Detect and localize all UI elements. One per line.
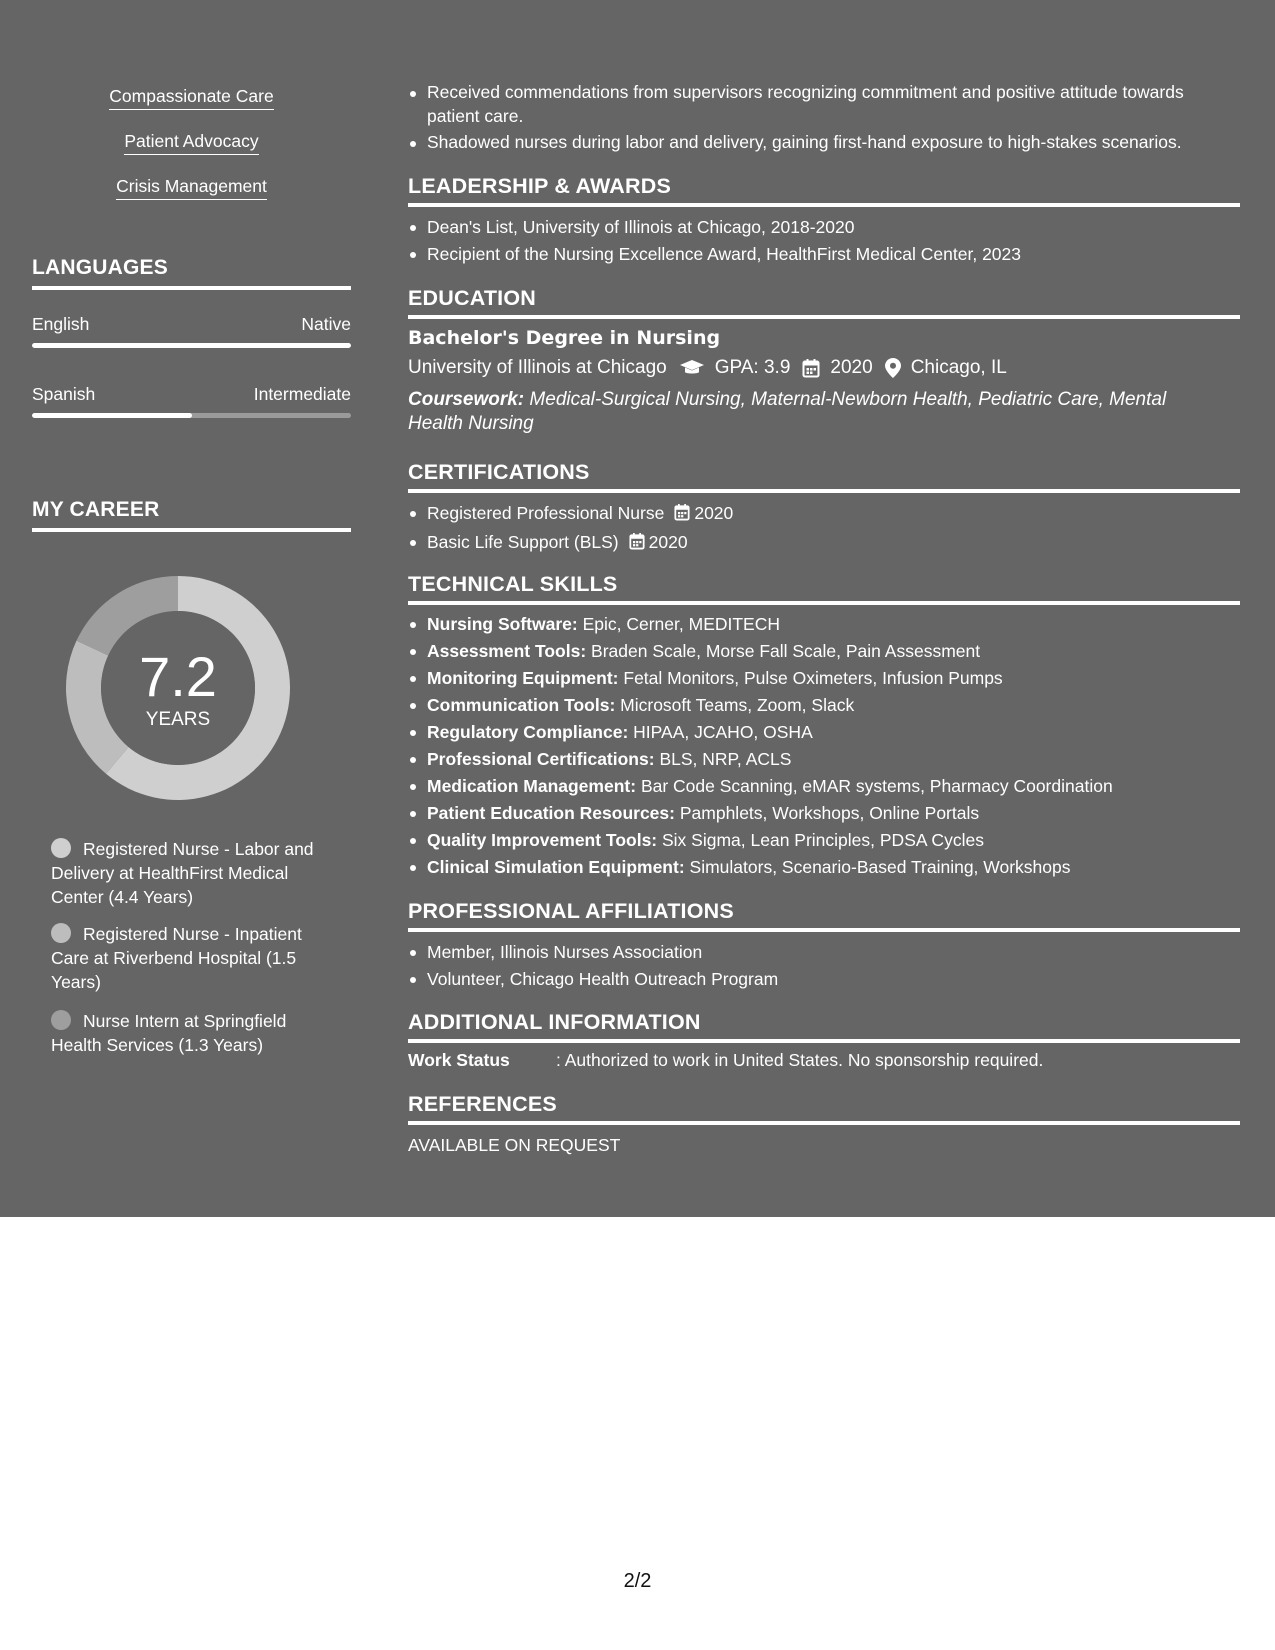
career-legend-item: Registered Nurse - Inpatient Care at Riverbend Hospital (1.5 Years) [51,924,302,992]
legend-dot [51,923,71,943]
skill-item: Medication Management: Bar Code Scanning, eMAR systems, Pharmacy Coordination [408,773,1240,800]
school-name: University of Illinois at Chicago [408,357,667,378]
language-level: Intermediate [253,384,351,404]
additional-info-heading: ADDITIONAL INFORMATION [408,1010,1240,1043]
language-row-spanish [32,384,351,405]
list-item: Dean's List, University of Illinois at Chicago, 2018-2020 [408,214,1240,241]
language-bar-fill [32,413,192,418]
career-total [66,576,290,800]
language-name: Spanish [32,384,96,404]
career-heading: MY CAREER [32,498,351,532]
work-status-row [408,1050,1043,1071]
graduation-year: 2020 [830,357,873,378]
language-bar-english [32,343,351,348]
affiliations-heading: PROFESSIONAL AFFILIATIONS [408,899,1240,932]
coursework-list: Medical-Surgical Nursing, Maternal-Newborn Health, Pediatric Care, Mental Health Nursing [408,389,1167,434]
certification-name: Registered Professional Nurse [427,503,665,523]
references-heading: REFERENCES [408,1092,1240,1125]
calendar-icon [802,358,820,378]
certification-name: Basic Life Support (BLS) [427,532,619,552]
certification-year: 2020 [694,503,734,523]
career-legend-item: Registered Nurse - Labor and Delivery at HealthFirst Medical Center (4.4 Years) [51,839,314,907]
strength-item: Compassionate Care [32,86,351,110]
degree-title: Bachelor's Degree in Nursing [408,327,721,349]
left-column [32,0,351,1217]
list-item: Member, Illinois Nurses Association [408,939,1240,966]
legend-dot [51,1010,71,1030]
education-meta [408,357,1007,379]
skill-item: Professional Certifications: BLS, NRP, ACLS [408,746,1240,773]
list-item: Received commendations from supervisors recognizing commitment and positive attitude towards patient care. [408,80,1240,128]
graduation-cap-icon [679,359,705,377]
language-level: Native [301,314,351,334]
languages-heading: LANGUAGES [32,256,351,290]
skill-item: Assessment Tools: Braden Scale, Morse Fall Scale, Pain Assessment [408,638,1240,665]
technical-skills-list [408,611,1240,881]
certifications-heading: CERTIFICATIONS [408,460,1240,493]
skill-item: Monitoring Equipment: Fetal Monitors, Pulse Oximeters, Infusion Pumps [408,665,1240,692]
work-status-label: Work Status [408,1050,510,1070]
skill-item: Nursing Software: Epic, Cerner, MEDITECH [408,611,1240,638]
career-total-number: 7.2 [139,645,217,708]
skill-item: Communication Tools: Microsoft Teams, Zoom, Slack [408,692,1240,719]
coursework [408,388,1208,436]
language-name: English [32,314,90,334]
certifications-list [408,500,1240,558]
leadership-heading: LEADERSHIP & AWARDS [408,174,1240,207]
strength-item: Patient Advocacy [32,131,351,155]
list-item: Volunteer, Chicago Health Outreach Program [408,966,1240,993]
skill-item: Clinical Simulation Equipment: Simulators, Scenario-Based Training, Workshops [408,854,1240,881]
technical-skills-heading: TECHNICAL SKILLS [408,572,1240,605]
calendar-icon [674,502,690,529]
education-heading: EDUCATION [408,286,1240,319]
skill-item: Patient Education Resources: Pamphlets, Workshops, Online Portals [408,800,1240,827]
references-text: AVAILABLE ON REQUEST [408,1135,621,1155]
leadership-list [408,214,1240,268]
coursework-label: Coursework: [408,389,525,410]
affiliations-list [408,939,1240,993]
page-number: 2/2 [623,1570,652,1592]
certification-year: 2020 [648,532,688,552]
list-item [408,500,1240,529]
skill-item: Regulatory Compliance: HIPAA, JCAHO, OSHA [408,719,1240,746]
gpa: GPA: 3.9 [714,357,791,378]
map-pin-icon [885,358,901,378]
career-legend-item: Nurse Intern at Springfield Health Services (1.3 Years) [51,1011,287,1055]
school-location: Chicago, IL [910,357,1007,378]
legend-dot [51,838,71,858]
list-item: Recipient of the Nursing Excellence Award, HealthFirst Medical Center, 2023 [408,241,1240,268]
career-total-unit: YEARS [145,709,211,730]
language-bar-fill [32,343,351,348]
strength-item: Crisis Management [32,176,351,200]
skill-item: Quality Improvement Tools: Six Sigma, Lean Principles, PDSA Cycles [408,827,1240,854]
language-row-english [32,314,351,335]
work-status-value: : Authorized to work in United States. No sponsorship required. [556,1050,1044,1070]
experience-bullets [408,80,1240,154]
list-item: Shadowed nurses during labor and delivery, gaining first-hand exposure to high-stakes scenarios. [408,130,1240,154]
language-bar-spanish [32,413,351,418]
right-column [408,0,1240,1217]
list-item [408,529,1240,558]
calendar-icon [629,531,645,558]
